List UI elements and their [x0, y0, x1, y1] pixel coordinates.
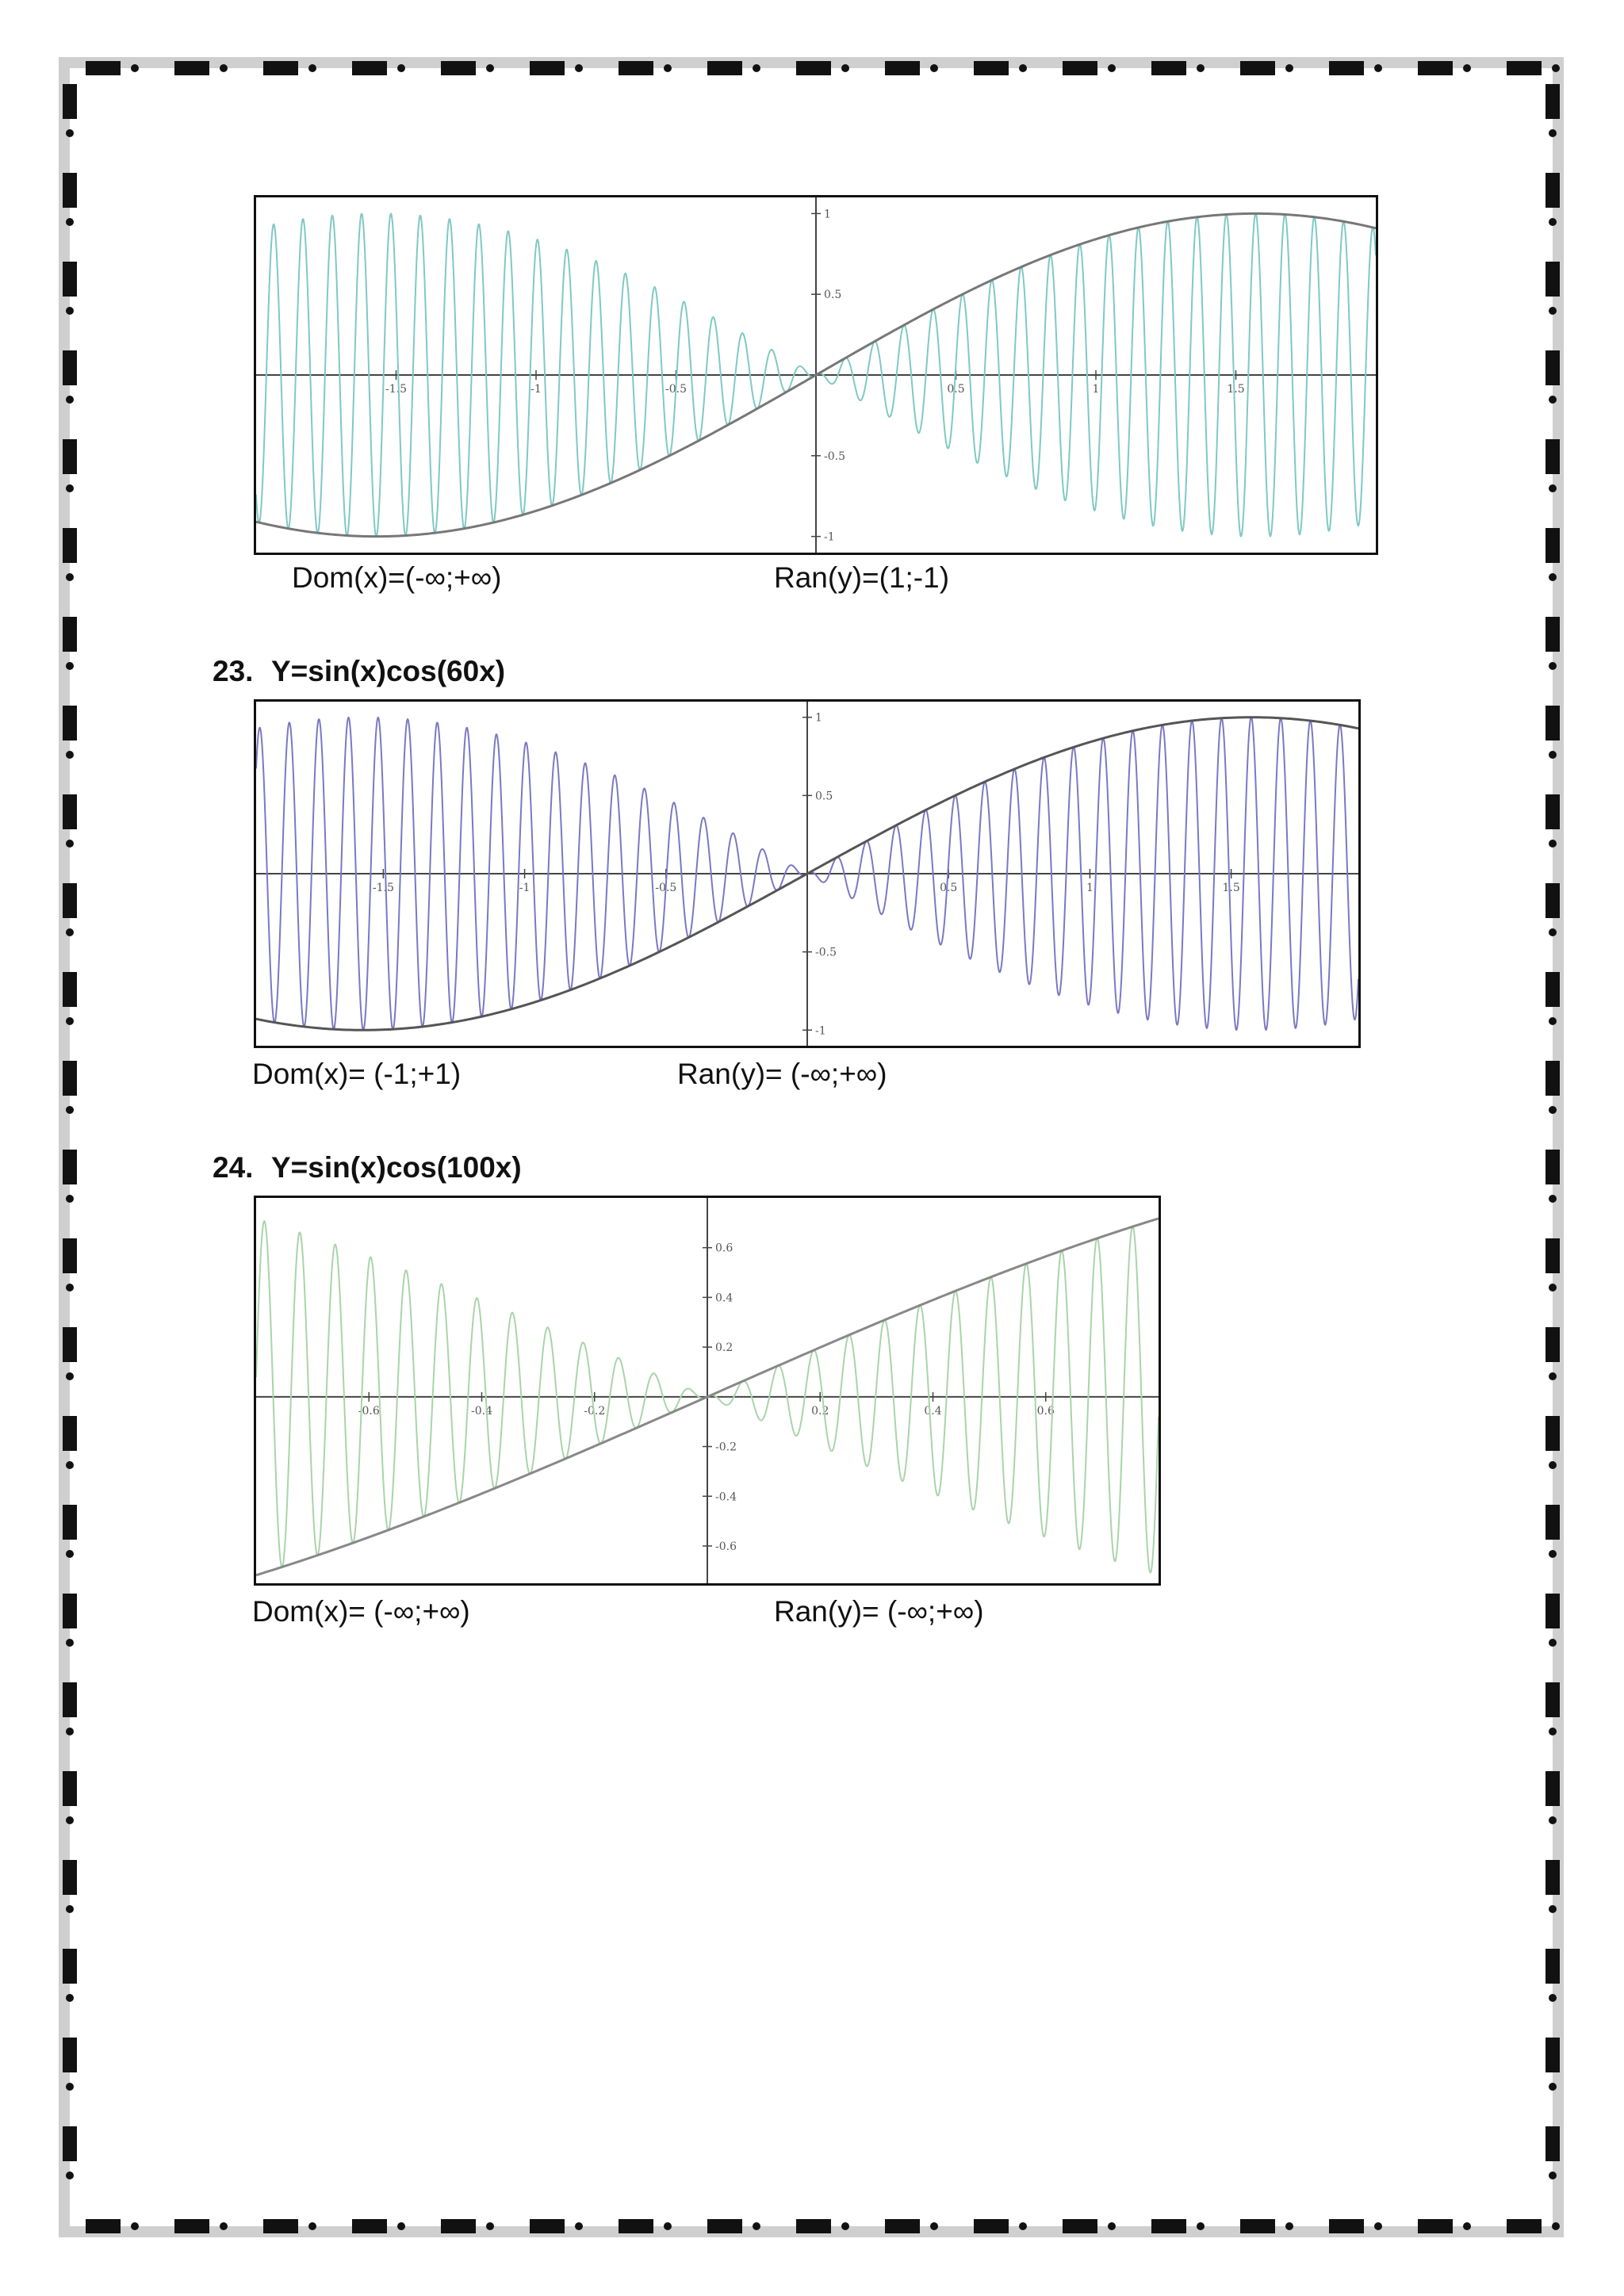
- border-dot: [397, 2222, 405, 2230]
- chart-24-plot: [256, 1198, 1159, 1583]
- border-dash: [1545, 1416, 1560, 1451]
- border-dot: [1019, 64, 1027, 72]
- range-label-24: Ran(y)= (-∞;+∞): [774, 1595, 984, 1628]
- heading-23-number: 23.: [213, 655, 254, 687]
- border-dot: [753, 64, 760, 72]
- border-dot: [1549, 1550, 1557, 1558]
- border-dash: [174, 61, 209, 75]
- y-tick-label: 0.6: [715, 1242, 733, 1255]
- border-dot: [1549, 840, 1557, 848]
- border-dot: [1549, 307, 1557, 315]
- x-tick-label: -0.6: [358, 1404, 380, 1418]
- border-dot: [1549, 218, 1557, 226]
- border-dot: [66, 484, 74, 492]
- range-label-23: Ran(y)= (-∞;+∞): [677, 1058, 887, 1090]
- border-dot: [66, 1372, 74, 1380]
- border-dot: [1463, 64, 1471, 72]
- border-dot: [66, 573, 74, 581]
- border-dash: [63, 2038, 77, 2072]
- border-dot: [1549, 1106, 1557, 1114]
- border-dash: [441, 2219, 476, 2233]
- border-dash: [1240, 61, 1275, 75]
- border-dash: [63, 439, 77, 474]
- border-dot: [575, 2222, 583, 2230]
- heading-23: [213, 655, 505, 688]
- y-tick-label: -0.5: [815, 946, 837, 959]
- border-dash: [1545, 1771, 1560, 1806]
- border-dot: [930, 2222, 938, 2230]
- chart-1: [254, 195, 1378, 555]
- border-dot: [753, 2222, 760, 2230]
- border-dot: [66, 1195, 74, 1203]
- border-dash: [1545, 1860, 1560, 1895]
- border-dash: [352, 2219, 387, 2233]
- border-dot: [66, 307, 74, 315]
- y-tick-label: 1: [815, 711, 822, 725]
- border-dot: [1549, 928, 1557, 936]
- border-dash: [63, 350, 77, 385]
- border-dash: [63, 173, 77, 208]
- border-dot: [1549, 1905, 1557, 1913]
- border-dash: [1329, 2219, 1364, 2233]
- x-tick-label: 1.5: [1222, 882, 1240, 894]
- border-dash: [63, 1416, 77, 1451]
- border-dot: [66, 1461, 74, 1469]
- border-dot: [1549, 1195, 1557, 1203]
- border-dot: [1549, 1284, 1557, 1292]
- heading-23-text: Y=sin(x)cos(60x): [271, 655, 506, 687]
- x-tick-label: 1: [1092, 383, 1100, 396]
- border-dot: [930, 64, 938, 72]
- border-dash: [885, 2219, 920, 2233]
- y-tick-label: 0.5: [815, 790, 833, 803]
- border-dot: [1549, 484, 1557, 492]
- border-dot: [1549, 1994, 1557, 2002]
- border-dash: [707, 61, 742, 75]
- border-dash: [1545, 2126, 1560, 2161]
- range-label-1: Ran(y)=(1;-1): [774, 561, 950, 594]
- border-dash: [1545, 706, 1560, 740]
- border-dot: [66, 1284, 74, 1292]
- border-dash: [441, 61, 476, 75]
- border-dot: [66, 1994, 74, 2002]
- border-dot: [131, 2222, 139, 2230]
- border-dot: [1108, 64, 1116, 72]
- y-tick-label: -0.5: [824, 450, 845, 463]
- border-dash: [974, 2219, 1009, 2233]
- border-dash: [1418, 2219, 1453, 2233]
- border-dot: [1374, 64, 1382, 72]
- border-dash: [63, 1682, 77, 1717]
- border-dot: [1549, 1017, 1557, 1025]
- border-dot: [1549, 1461, 1557, 1469]
- domain-label-24: Dom(x)= (-∞;+∞): [252, 1595, 470, 1628]
- border-dot: [66, 751, 74, 759]
- border-dash: [707, 2219, 742, 2233]
- border-dash: [63, 1860, 77, 1895]
- border-dash: [1545, 350, 1560, 385]
- border-dot: [66, 662, 74, 670]
- border-dot: [220, 2222, 228, 2230]
- border-dash: [1545, 1061, 1560, 1096]
- border-dash: [1545, 1327, 1560, 1362]
- x-tick-label: -1.5: [385, 383, 407, 396]
- border-dot: [66, 1816, 74, 1824]
- x-tick-label: -1: [519, 882, 530, 894]
- x-tick-label: 0.5: [940, 882, 958, 894]
- border-dot: [575, 64, 583, 72]
- border-dash: [530, 61, 565, 75]
- border-dash: [63, 883, 77, 918]
- border-dash: [885, 61, 920, 75]
- border-dash: [63, 1949, 77, 1984]
- border-dot: [66, 928, 74, 936]
- border-dash: [1063, 2219, 1097, 2233]
- heading-24-number: 24.: [213, 1151, 254, 1184]
- border-dash: [619, 61, 653, 75]
- chart-23: [254, 699, 1361, 1048]
- border-dash: [63, 84, 77, 119]
- border-dot: [841, 64, 849, 72]
- border-dash: [1545, 262, 1560, 297]
- border-dot: [1549, 1639, 1557, 1647]
- y-tick-label: -0.2: [715, 1441, 737, 1454]
- border-dash: [63, 262, 77, 297]
- border-dot: [66, 1905, 74, 1913]
- border-dash: [1545, 794, 1560, 829]
- border-dash: [63, 1061, 77, 1096]
- border-dot: [1549, 751, 1557, 759]
- border-dot: [486, 64, 494, 72]
- border-dash: [63, 1594, 77, 1628]
- border-dash: [1507, 2219, 1542, 2233]
- border-dash: [263, 61, 298, 75]
- border-dot: [841, 2222, 849, 2230]
- border-dash: [63, 1327, 77, 1362]
- border-dash: [1545, 173, 1560, 208]
- border-dash: [1545, 617, 1560, 652]
- border-dash: [1545, 2038, 1560, 2072]
- y-tick-label: 0.2: [715, 1341, 733, 1355]
- border-dash: [63, 1150, 77, 1184]
- border-dot: [66, 2083, 74, 2091]
- border-dot: [664, 64, 672, 72]
- x-tick-label: 0.2: [811, 1404, 829, 1418]
- x-tick-label: 0.6: [1036, 1404, 1055, 1418]
- y-tick-label: -0.4: [715, 1490, 737, 1504]
- y-tick-label: 0.4: [715, 1292, 733, 1305]
- border-dot: [66, 1106, 74, 1114]
- border-dot: [1549, 1816, 1557, 1824]
- border-dash: [63, 528, 77, 563]
- border-dash: [86, 61, 121, 75]
- border-dash: [63, 1238, 77, 1273]
- x-tick-label: -0.2: [584, 1404, 606, 1418]
- border-dot: [66, 1728, 74, 1735]
- border-dash: [63, 1771, 77, 1806]
- x-tick-label: -0.4: [471, 1404, 492, 1418]
- border-dash: [1151, 2219, 1186, 2233]
- border-dash: [619, 2219, 653, 2233]
- border-dot: [1285, 2222, 1293, 2230]
- border-dot: [308, 64, 316, 72]
- border-dot: [1549, 1728, 1557, 1735]
- border-dot: [486, 2222, 494, 2230]
- border-dot: [1549, 573, 1557, 581]
- heading-24: [213, 1151, 522, 1184]
- x-tick-label: -0.5: [665, 383, 687, 396]
- border-dash: [1329, 61, 1364, 75]
- border-dash: [263, 2219, 298, 2233]
- x-tick-label: -1.5: [372, 882, 394, 894]
- border-dot: [1549, 129, 1557, 137]
- border-dash: [63, 794, 77, 829]
- y-tick-label: -1: [824, 530, 835, 544]
- border-dash: [1545, 972, 1560, 1007]
- border-dot: [1549, 2083, 1557, 2091]
- border-dash: [63, 2126, 77, 2161]
- border-dash: [1545, 84, 1560, 119]
- border-dot: [1197, 64, 1205, 72]
- x-tick-label: 1.5: [1227, 383, 1245, 396]
- border-dot: [1463, 2222, 1471, 2230]
- border-dot: [66, 1550, 74, 1558]
- border-dash: [974, 61, 1009, 75]
- border-dot: [1549, 1372, 1557, 1380]
- border-dash: [1545, 883, 1560, 918]
- border-dash: [1240, 2219, 1275, 2233]
- border-dot: [1549, 2172, 1557, 2179]
- x-tick-label: -1: [530, 383, 542, 396]
- border-dot: [308, 2222, 316, 2230]
- border-dot: [1552, 64, 1560, 72]
- x-tick-label: 1: [1086, 882, 1094, 894]
- border-dot: [1374, 2222, 1382, 2230]
- heading-24-text: Y=sin(x)cos(100x): [271, 1151, 522, 1184]
- x-tick-label: 0.4: [924, 1404, 942, 1418]
- border-dash: [1545, 1505, 1560, 1540]
- border-dot: [66, 218, 74, 226]
- y-tick-label: -0.6: [715, 1540, 737, 1553]
- border-dash: [1545, 1238, 1560, 1273]
- domain-label-23: Dom(x)= (-1;+1): [252, 1058, 462, 1090]
- border-dash: [63, 617, 77, 652]
- border-dot: [1549, 396, 1557, 404]
- border-dot: [1552, 2222, 1560, 2230]
- y-tick-label: 0.5: [824, 289, 842, 302]
- border-dash: [63, 972, 77, 1007]
- border-dash: [796, 2219, 831, 2233]
- border-dash: [1545, 1682, 1560, 1717]
- border-dash: [1063, 61, 1097, 75]
- chart-1-plot: [256, 197, 1376, 553]
- border-dot: [1285, 64, 1293, 72]
- border-dot: [66, 840, 74, 848]
- border-dot: [1108, 2222, 1116, 2230]
- x-tick-label: 0.5: [947, 383, 965, 396]
- border-dash: [86, 2219, 121, 2233]
- border-dot: [397, 64, 405, 72]
- border-dash: [174, 2219, 209, 2233]
- border-dash: [796, 61, 831, 75]
- chart-24: [254, 1196, 1161, 1586]
- border-dash: [1545, 439, 1560, 474]
- border-dot: [66, 2172, 74, 2179]
- border-dot: [1019, 2222, 1027, 2230]
- y-tick-label: -1: [815, 1024, 826, 1038]
- border-dot: [131, 64, 139, 72]
- border-dash: [1151, 61, 1186, 75]
- border-dash: [530, 2219, 565, 2233]
- border-dash: [1507, 61, 1542, 75]
- border-dot: [1197, 2222, 1205, 2230]
- domain-label-1: Dom(x)=(-∞;+∞): [292, 561, 502, 594]
- border-dot: [66, 396, 74, 404]
- y-tick-label: 1: [824, 208, 831, 221]
- border-dot: [66, 1639, 74, 1647]
- border-dash: [352, 61, 387, 75]
- border-dash: [1545, 528, 1560, 563]
- border-dash: [1545, 1949, 1560, 1984]
- border-dot: [66, 1017, 74, 1025]
- border-dash: [1545, 1150, 1560, 1184]
- x-tick-label: -0.5: [655, 882, 677, 894]
- border-dot: [220, 64, 228, 72]
- border-dash: [1418, 61, 1453, 75]
- border-dash: [63, 1505, 77, 1540]
- border-dot: [66, 129, 74, 137]
- border-dash: [63, 706, 77, 740]
- border-dot: [664, 2222, 672, 2230]
- chart-23-plot: [256, 702, 1358, 1046]
- border-dot: [1549, 662, 1557, 670]
- border-dash: [1545, 1594, 1560, 1628]
